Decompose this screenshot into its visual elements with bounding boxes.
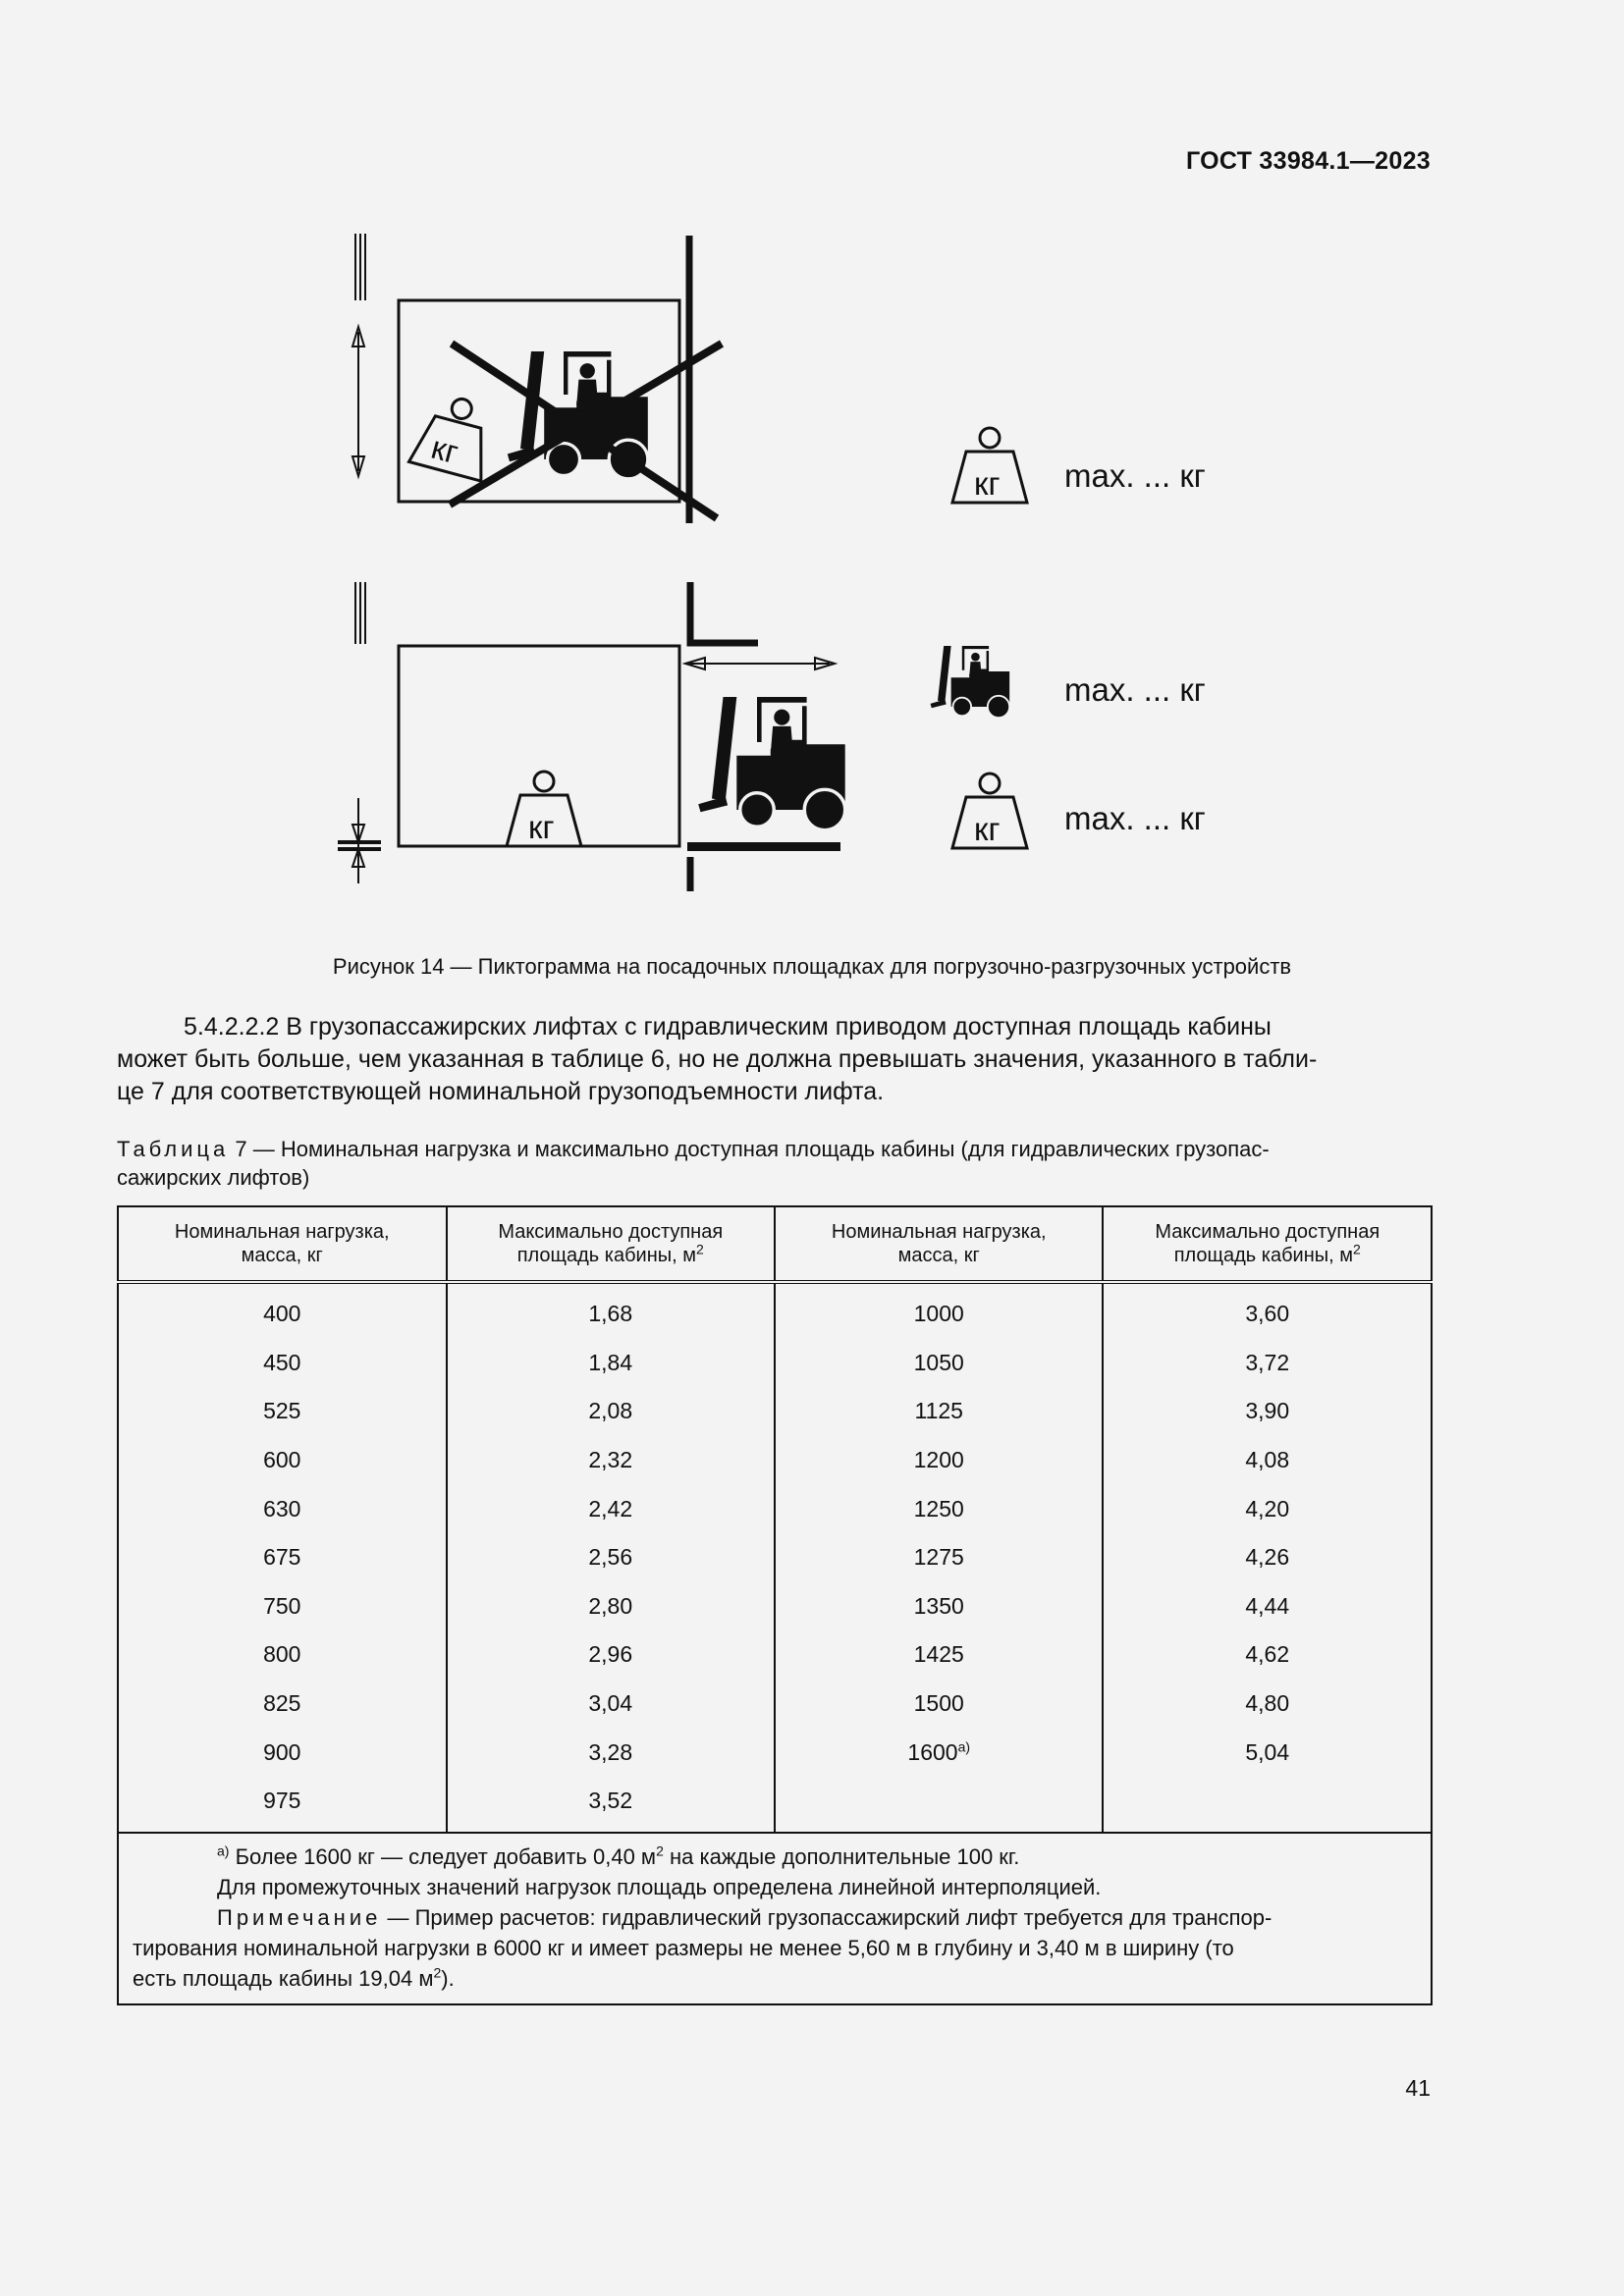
table-row bbox=[118, 1582, 1432, 1631]
document-number-header: ГОСТ 33984.1—2023 bbox=[1185, 147, 1431, 175]
cell-load: 1600$^{a)}$ bbox=[775, 1728, 1104, 1777]
cell-load: 1200 bbox=[775, 1436, 1104, 1485]
page-number: 41 bbox=[1405, 2075, 1431, 2101]
table-row bbox=[118, 1728, 1432, 1777]
cell-load: 1350 bbox=[775, 1582, 1104, 1631]
cell-load: 1050 bbox=[775, 1339, 1104, 1388]
cell-area: 4,80 bbox=[1103, 1680, 1432, 1729]
table-row bbox=[118, 1339, 1432, 1388]
cell-load: 1125 bbox=[775, 1387, 1104, 1436]
table-row bbox=[118, 1680, 1432, 1729]
table-row bbox=[118, 1436, 1432, 1485]
cell-load: 525 bbox=[118, 1387, 447, 1436]
table-label: Таблица bbox=[117, 1137, 230, 1161]
table-row bbox=[118, 1282, 1432, 1339]
svg-text:кг: кг bbox=[528, 809, 555, 845]
cell-area: 3,04 bbox=[447, 1680, 775, 1729]
cell-area: 3,60 bbox=[1103, 1282, 1432, 1339]
header-area: Максимально доступная площадь кабины, $м^2$ bbox=[447, 1206, 775, 1282]
table-footnote bbox=[118, 1833, 1432, 2004]
cell-area: 5,04 bbox=[1103, 1728, 1432, 1777]
cell-area: 3,52 bbox=[447, 1777, 775, 1833]
cell-load bbox=[775, 1777, 1104, 1833]
cell-load: 825 bbox=[118, 1680, 447, 1729]
cell-area: 4,44 bbox=[1103, 1582, 1432, 1631]
cell-area: 1,68 bbox=[447, 1282, 775, 1339]
cell-load: 900 bbox=[118, 1728, 447, 1777]
cell-load: 630 bbox=[118, 1484, 447, 1533]
cell-area: 2,56 bbox=[447, 1533, 775, 1582]
cell-area bbox=[1103, 1777, 1432, 1833]
table-row bbox=[118, 1777, 1432, 1833]
table-header-row bbox=[118, 1206, 1432, 1282]
svg-text:кг: кг bbox=[427, 428, 462, 471]
table-note: Примечание — Пример расчетов: гидравлический грузопассажирский лифт требуется для транспор- bbox=[217, 1904, 1272, 1930]
table-title-line2: сажирских лифтов) bbox=[117, 1165, 310, 1190]
max-load-label-2: max. ... кг bbox=[1064, 671, 1206, 708]
table-note-line3: есть площадь кабины 19,04 $м^2$). bbox=[133, 1964, 455, 1991]
cell-load: 750 bbox=[118, 1582, 447, 1631]
cell-area: 3,28 bbox=[447, 1728, 775, 1777]
prohibited-forklift-in-cabin-icon bbox=[352, 234, 722, 523]
cell-load: 600 bbox=[118, 1436, 447, 1485]
svg-text:кг: кг bbox=[974, 465, 1001, 502]
table-title bbox=[117, 1135, 1431, 1192]
body-paragraph bbox=[117, 1011, 1431, 1108]
cell-load: 1250 bbox=[775, 1484, 1104, 1533]
table-footnote-row bbox=[118, 1833, 1432, 2004]
table-note-line2: тирования номинальной нагрузки в 6000 кг и имеет размеры не менее 5,60 м в глубину и 3,40 м в ширину (то bbox=[133, 1935, 1234, 1960]
weight-icon bbox=[952, 774, 1027, 848]
paragraph-line: це 7 для соответствующей номинальной грузоподъемности лифта. bbox=[117, 1078, 885, 1105]
footnote-a: $^{a)}$ Более 1600 кг — следует добавить 0,40 $м^2$ на каждые дополнительные 100 кг. bbox=[217, 1842, 1020, 1869]
max-load-label-3: max. ... кг bbox=[1064, 800, 1206, 836]
max-load-label-1: max. ... кг bbox=[1064, 457, 1206, 494]
forklift-icon bbox=[931, 646, 1010, 718]
paragraph-line: может быть больше, чем указанная в таблице 6, но не должна превышать значения, указанного в табли- bbox=[117, 1045, 1318, 1073]
cell-area: 4,62 bbox=[1103, 1630, 1432, 1680]
table-row bbox=[118, 1387, 1432, 1436]
cell-area: 2,42 bbox=[447, 1484, 775, 1533]
cell-area: 2,32 bbox=[447, 1436, 775, 1485]
cell-area: 3,90 bbox=[1103, 1387, 1432, 1436]
header-area: Максимально доступная площадь кабины, $м^2$ bbox=[1103, 1206, 1432, 1282]
table-row bbox=[118, 1533, 1432, 1582]
weight-icon bbox=[952, 428, 1027, 503]
cell-area: 3,72 bbox=[1103, 1339, 1432, 1388]
cell-area: 4,26 bbox=[1103, 1533, 1432, 1582]
footnote-interpolation: Для промежуточных значений нагрузок площадь определена линейной интерполяцией. bbox=[217, 1874, 1102, 1899]
figure-caption: Рисунок 14 — Пиктограмма на посадочных площадках для погрузочно-разгрузочных устройств bbox=[332, 954, 1292, 979]
cell-load: 1275 bbox=[775, 1533, 1104, 1582]
cell-area: 4,08 bbox=[1103, 1436, 1432, 1485]
cell-area: 2,08 bbox=[447, 1387, 775, 1436]
table-title-text: 7 — Номинальная нагрузка и максимально доступная площадь кабины (для гидравлических грузопас- bbox=[229, 1137, 1270, 1161]
table-row bbox=[118, 1630, 1432, 1680]
header-load: Номинальная нагрузка, масса, кг bbox=[775, 1206, 1104, 1282]
cell-load: 1000 bbox=[775, 1282, 1104, 1339]
load-area-table bbox=[117, 1205, 1433, 2005]
svg-text:кг: кг bbox=[974, 811, 1001, 847]
cell-load: 800 bbox=[118, 1630, 447, 1680]
cell-load: 400 bbox=[118, 1282, 447, 1339]
cell-load: 450 bbox=[118, 1339, 447, 1388]
cell-load: 1500 bbox=[775, 1680, 1104, 1729]
cell-area: 1,84 bbox=[447, 1339, 775, 1388]
header-load: Номинальная нагрузка, масса, кг bbox=[118, 1206, 447, 1282]
cell-load: 675 bbox=[118, 1533, 447, 1582]
paragraph-line: 5.4.2.2.2 В грузопассажирских лифтах с гидравлическим приводом доступная площадь кабины bbox=[184, 1013, 1272, 1041]
figure-pictograms bbox=[324, 224, 1237, 891]
cabin-with-load-and-forklift-icon bbox=[338, 582, 845, 891]
table-row bbox=[118, 1484, 1432, 1533]
cell-area: 2,96 bbox=[447, 1630, 775, 1680]
cell-area: 2,80 bbox=[447, 1582, 775, 1631]
cell-load: 975 bbox=[118, 1777, 447, 1833]
cell-area: 4,20 bbox=[1103, 1484, 1432, 1533]
cell-load: 1425 bbox=[775, 1630, 1104, 1680]
